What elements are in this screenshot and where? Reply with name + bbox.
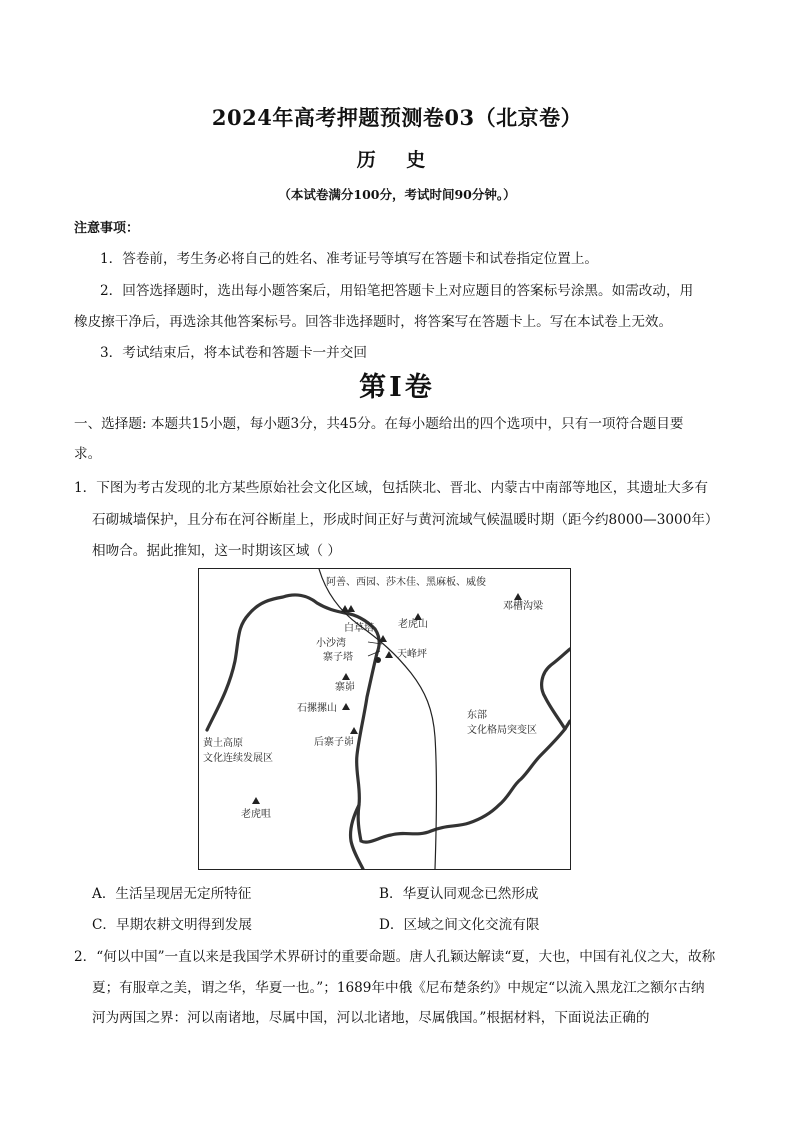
river-left-loop xyxy=(207,595,570,842)
notice-item-3: 3．考试结束后，将本试卷和答题卡一并交回 xyxy=(100,345,367,361)
map-label-tianfengping: 天峰坪 xyxy=(397,649,427,660)
option-a[interactable]: A．生活呈现居无定所特征 xyxy=(92,886,252,902)
river-right-upper xyxy=(542,649,570,729)
question-1-line-3: 相吻合。据此推知，这一时期该区域（ ） xyxy=(92,543,342,559)
option-c[interactable]: C．早期农耕文明得到发展 xyxy=(92,917,252,933)
map-drawing xyxy=(199,569,570,869)
question-2-line-1: 2．“何以中国”一直以来是我国学术界研讨的重要命题。唐人孔颖达解读“夏，大也，中国有礼仪之大，故称 xyxy=(74,949,716,965)
map-label-dengcao: 邓槽沟梁 xyxy=(503,601,543,612)
boundary-line xyxy=(319,569,437,869)
option-d[interactable]: D．区域之间文化交流有限 xyxy=(379,917,540,933)
map-label-dongbu-sub: 文化格局突变区 xyxy=(467,725,537,736)
site-marker xyxy=(350,727,358,734)
site-marker xyxy=(342,703,350,710)
option-b[interactable]: B．华夏认同观念已然形成 xyxy=(379,886,539,902)
exam-title: 2024年高考押题预测卷03（北京卷） xyxy=(211,105,583,130)
map-label-baicaota: 白草塔 xyxy=(344,623,374,634)
site-marker-circle xyxy=(375,657,381,663)
map-label-huangtu-sub: 文化连续发展区 xyxy=(203,753,273,764)
map-label-dongbu: 东部 xyxy=(467,710,487,721)
section-instructions-cont: 求。 xyxy=(74,446,102,462)
notice-item-1: 1．答卷前，考生务必将自己的姓名、准考证号等填写在答题卡和试卷指定位置上。 xyxy=(100,251,599,267)
notice-title: 注意事项： xyxy=(74,221,140,236)
question-2-line-3: 河为两国之界：河以南诸地，尽属中国，河以北诸地，尽属俄国。”根据材料，下面说法正确的 xyxy=(92,1010,650,1026)
map-label-huangtu: 黄土高原 xyxy=(203,738,243,749)
site-markers xyxy=(252,593,522,804)
map-label-zhaimao: 寨峁 xyxy=(335,682,355,693)
question-1-line-2: 石砌城墙保护，且分布在河谷断崖上，形成时间正好与黄河流域气候温暖时期（距今约8000—3000年） xyxy=(92,512,719,528)
map-label-laohushan: 老虎山 xyxy=(398,619,428,630)
section-instructions: 一、选择题: 本题共15小题，每小题3分，共45分。在每小题给出的四个选项中，只有一项符合题目要 xyxy=(74,416,684,432)
question-2-line-2: 夏；有服章之美，谓之华，华夏一也。”；1689年中俄《尼布楚条约》中规定“以流入黑龙江之额尔古纳 xyxy=(92,980,705,996)
culture-region-map xyxy=(198,568,571,870)
map-label-laohuzui: 老虎咀 xyxy=(241,809,271,820)
site-marker xyxy=(347,605,355,612)
map-label-zhaizita: 寨子塔 xyxy=(323,652,353,663)
site-marker xyxy=(342,673,350,680)
exam-note: （本试卷满分100分，考试时间90分钟。） xyxy=(278,187,516,202)
question-1-line-1: 1．下图为考古发现的北方某些原始社会文化区域，包括陕北、晋北、内蒙古中南部等地区，其遗址大多有 xyxy=(74,480,708,496)
map-label-shibaishan: 石摞摞山 xyxy=(297,703,337,714)
map-label-houzhaizimao: 后寨子峁 xyxy=(314,737,354,748)
site-marker xyxy=(252,797,260,804)
section-title: 第Ⅰ卷 xyxy=(359,372,435,403)
site-marker xyxy=(514,593,522,600)
subject-title: 历 史 xyxy=(356,149,438,171)
map-label-top-sites: 阿善、西园、莎木佳、黑麻板、威俊 xyxy=(326,577,486,588)
notice-item-2: 2．回答选择题时，选出每小题答案后，用铅笔把答题卡上对应题目的答案标号涂黑。如需改动，用 xyxy=(100,283,694,299)
notice-item-2-cont: 橡皮擦干净后，再选涂其他答案标号。回答非选择题时，将答案写在答题卡上。写在本试卷上无效。 xyxy=(74,314,673,330)
map-label-xiaoshawan: 小沙湾 xyxy=(316,638,346,649)
